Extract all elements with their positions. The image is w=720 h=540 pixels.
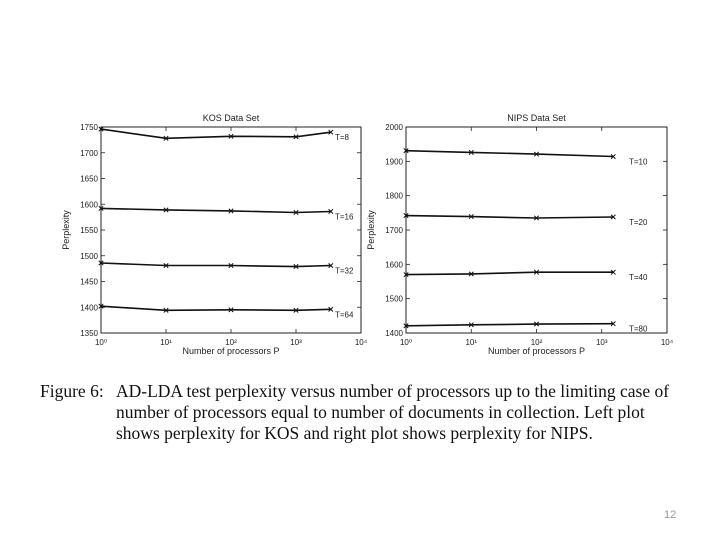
x-axis-label: Number of processors P [487, 346, 586, 356]
page-number: 12 [664, 509, 677, 521]
series-line [406, 272, 613, 274]
y-tick-label: 1650 [80, 174, 98, 184]
chart-kos [61, 113, 368, 356]
series-label: T=10 [629, 157, 648, 167]
y-tick-label: 1350 [80, 329, 98, 338]
y-tick-label: 2000 [385, 123, 403, 132]
y-tick-label: 1600 [80, 200, 98, 210]
y-tick-label: 1400 [385, 329, 403, 338]
x-tick-label: 10² [530, 338, 543, 347]
x-axis-label: Number of processors P [182, 346, 280, 356]
chart-title: KOS Data Set [202, 113, 260, 123]
x-tick-label: 10⁴ [660, 338, 674, 347]
y-tick-label: 1500 [385, 294, 403, 304]
x-tick-label: 10² [225, 338, 237, 347]
y-axis-label: Perplexity [366, 210, 376, 250]
y-tick-label: 1750 [80, 123, 98, 132]
figure-caption [40, 381, 690, 444]
y-tick-label: 1700 [80, 148, 98, 158]
y-tick-label: 1600 [385, 260, 403, 270]
y-tick-label: 1800 [385, 191, 403, 201]
series-line [406, 151, 613, 157]
series-line [406, 216, 613, 218]
chart-title: NIPS Data Set [507, 113, 566, 123]
plot-frame [101, 127, 361, 333]
y-tick-label: 1500 [80, 251, 98, 261]
x-tick-label: 10⁰ [94, 338, 108, 347]
series-label: T=32 [335, 266, 354, 276]
x-tick-label: 10⁴ [354, 338, 368, 347]
series-label: T=16 [335, 212, 354, 222]
plot-frame [406, 127, 667, 333]
y-tick-label: 1400 [80, 303, 98, 313]
y-tick-label: 1900 [385, 157, 403, 167]
series-label: T=40 [629, 273, 648, 283]
series-label: T=20 [629, 217, 648, 227]
x-tick-label: 10¹ [160, 338, 172, 347]
x-tick-label: 10¹ [465, 338, 478, 347]
series-line [406, 324, 613, 326]
x-tick-label: 10³ [595, 338, 608, 347]
y-tick-label: 1700 [385, 226, 403, 235]
caption-text: AD-LDA test perplexity versus number of processors up to the limiting case of number of processors equal to number of documents in collection. Left plot shows perplexity for KOS and right plot shows perplexity for NIPS. [116, 381, 670, 443]
series-label: T=64 [335, 310, 354, 320]
series-label: T=8 [335, 133, 350, 143]
y-tick-label: 1550 [80, 226, 98, 235]
figure-label: Figure 6: [40, 381, 104, 401]
y-tick-label: 1450 [80, 277, 98, 287]
chart-nips [366, 113, 674, 356]
x-tick-label: 10⁰ [399, 338, 413, 347]
y-axis-label: Perplexity [61, 210, 71, 250]
x-tick-label: 10³ [290, 338, 302, 347]
series-label: T=80 [629, 324, 648, 334]
